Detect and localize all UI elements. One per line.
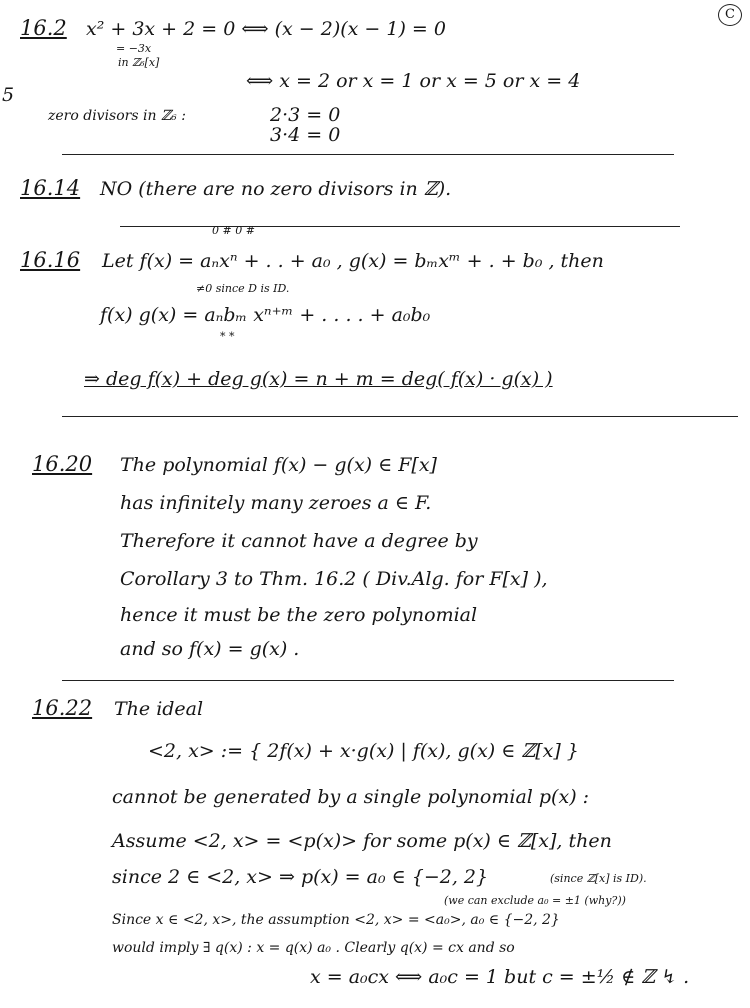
- annotation: ≠0 since D is ID.: [196, 282, 290, 295]
- text-line: Therefore it cannot have a degree by: [120, 530, 478, 552]
- text-line: and so f(x) = g(x) .: [120, 638, 300, 660]
- problem-number: 16.14: [20, 176, 81, 200]
- annotation: 0 # 0 #: [212, 224, 255, 237]
- divider-line: [62, 680, 674, 681]
- text-line: Corollary 3 to Thm. 16.2 ( Div.Alg. for F[x] ),: [120, 568, 548, 590]
- text-line: x = a₀cx ⟺ a₀c = 1 but c = ±½ ∉ ℤ ↯ .: [310, 966, 690, 988]
- text-line: cannot be generated by a single polynomial p(x) :: [112, 786, 590, 808]
- product-line: f(x) g(x) = aₙbₘ xⁿ⁺ᵐ + . . . . + a₀b₀: [100, 304, 431, 326]
- text-line: since 2 ∈ <2, x> ⇒ p(x) = a₀ ∈ {−2, 2}: [112, 866, 489, 888]
- definition-line: Let f(x) = aₙxⁿ + . . + a₀ , g(x) = bₘxᵐ + . + b₀ , then: [102, 250, 604, 272]
- ideal-definition: <2, x> := { 2f(x) + x·g(x) | f(x), g(x) ∈ ℤ[x] }: [148, 740, 579, 762]
- annotation: = −3x: [116, 42, 152, 55]
- divider-line: [62, 154, 674, 155]
- annotation: in ℤ₆[x]: [118, 56, 160, 69]
- text-line: Assume <2, x> = <p(x)> for some p(x) ∈ ℤ[x], then: [112, 830, 612, 852]
- answer-text: NO (there are no zero divisors in ℤ).: [100, 178, 452, 200]
- divider-line: [62, 416, 738, 417]
- text-line: hence it must be the zero polynomial: [120, 604, 478, 626]
- zero-divisors-label: zero divisors in ℤ₆ :: [48, 108, 186, 124]
- zero-divisor-example: 2·3 = 0: [270, 104, 341, 126]
- divider-line: [120, 226, 680, 227]
- conclusion-line: ⇒ deg f(x) + deg g(x) = n + m = deg( f(x) · g(x) ): [84, 368, 553, 390]
- text-line: Since x ∈ <2, x>, the assumption <2, x> = <a₀>, a₀ ∈ {−2, 2}: [112, 912, 560, 928]
- problem-number: 16.16: [20, 248, 81, 272]
- text-line: has infinitely many zeroes a ∈ F.: [120, 492, 432, 514]
- margin-mark: 5: [2, 84, 15, 106]
- annotation: (since ℤ[x] is ID).: [550, 872, 647, 885]
- problem-number: 16.2: [20, 16, 67, 40]
- zero-divisor-example: 3·4 = 0: [270, 124, 341, 146]
- problem-number: 16.20: [32, 452, 93, 476]
- equation-line: x² + 3x + 2 = 0 ⟺ (x − 2)(x − 1) = 0: [86, 18, 446, 40]
- text-line: The polynomial f(x) − g(x) ∈ F[x]: [120, 454, 437, 476]
- equivalence-line: ⟺ x = 2 or x = 1 or x = 5 or x = 4: [246, 70, 581, 92]
- copyright-circle-mark: C: [718, 4, 742, 26]
- text-line: The ideal: [114, 698, 204, 720]
- annotation: * *: [220, 330, 235, 343]
- text-line: would imply ∃ q(x) : x = q(x) a₀ . Clearly q(x) = cx and so: [112, 940, 515, 956]
- problem-number: 16.22: [32, 696, 93, 720]
- annotation: (we can exclude a₀ = ±1 (why?)): [444, 894, 626, 907]
